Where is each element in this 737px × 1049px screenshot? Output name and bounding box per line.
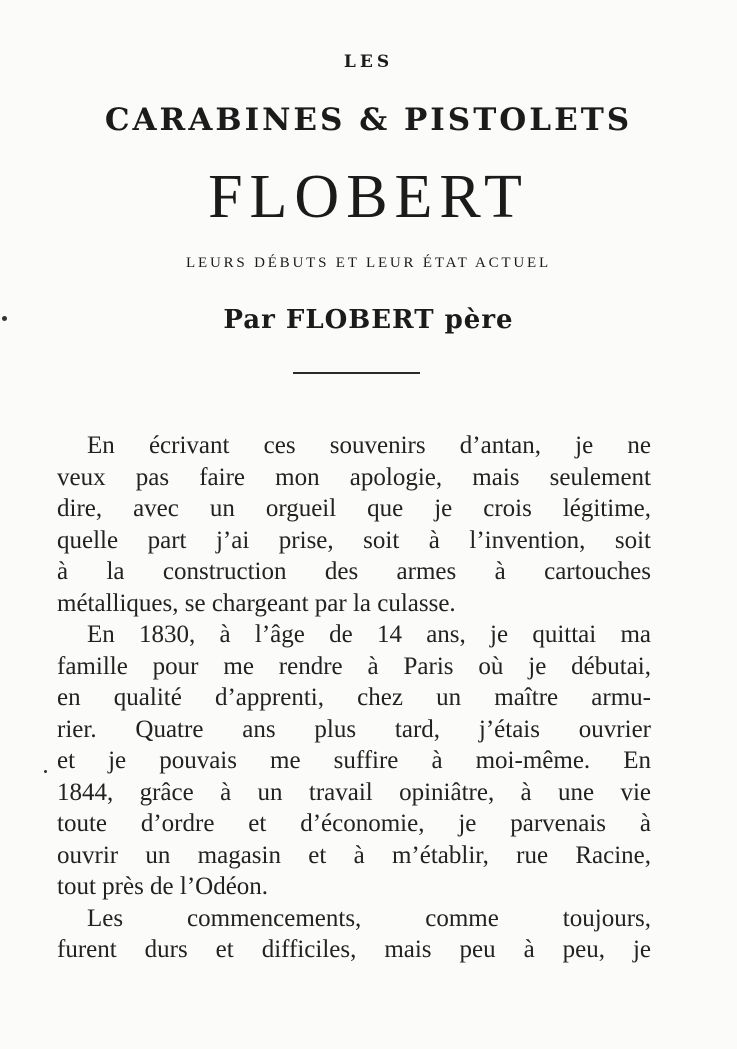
text-line: veux pas faire mon apologie, mais seulement [57,463,651,491]
scan-speck [44,770,47,773]
text-line: dire, avec un orgueil que je crois légitime, [57,495,651,522]
title-divider [293,372,420,374]
text-line: En écrivant ces souvenirs d’antan, je ne [87,432,651,459]
text-line: En 1830, à l’âge de 14 ans, je quittai ma [87,621,651,648]
series-label: LES [343,52,394,72]
text-line: à la construction des armes à cartouches [57,558,651,585]
document-subheading: CARABINES & PISTOLETS [104,102,633,138]
document-author: Par FLOBERT père [223,305,514,335]
text-line: toute d’ordre et d’économie, je parvenais à [57,810,651,837]
text-line: Les commencements, comme toujours, [87,904,651,932]
text-line: ouvrir un magasin et à m’établir, rue Racine, [57,841,651,869]
text-line: tout près de l’Odéon. [57,873,269,900]
text-line: famille pour me rendre à Paris où je débutai, [57,652,651,680]
text-line: furent durs et difficiles, mais peu à peu, je [57,936,651,963]
text-line: en qualité d’apprenti, chez un maître armu- [57,684,651,711]
text-line: et je pouvais me suffire à moi-même. En [57,747,651,774]
text-line: métalliques, se chargeant par la culasse. [57,589,456,617]
document-title: FLOBERT [208,163,529,231]
body-text [57,430,651,966]
document-subtitle: LEURS DÉBUTS ET LEUR ÉTAT ACTUEL [186,255,551,271]
text-line: rier. Quatre ans plus tard, j’étais ouvrier [57,715,651,743]
text-line: quelle part j’ai prise, soit à l’invention, soit [57,526,651,554]
scan-speck [2,316,7,321]
text-line: 1844, grâce à un travail opiniâtre, à une vie [57,778,651,806]
